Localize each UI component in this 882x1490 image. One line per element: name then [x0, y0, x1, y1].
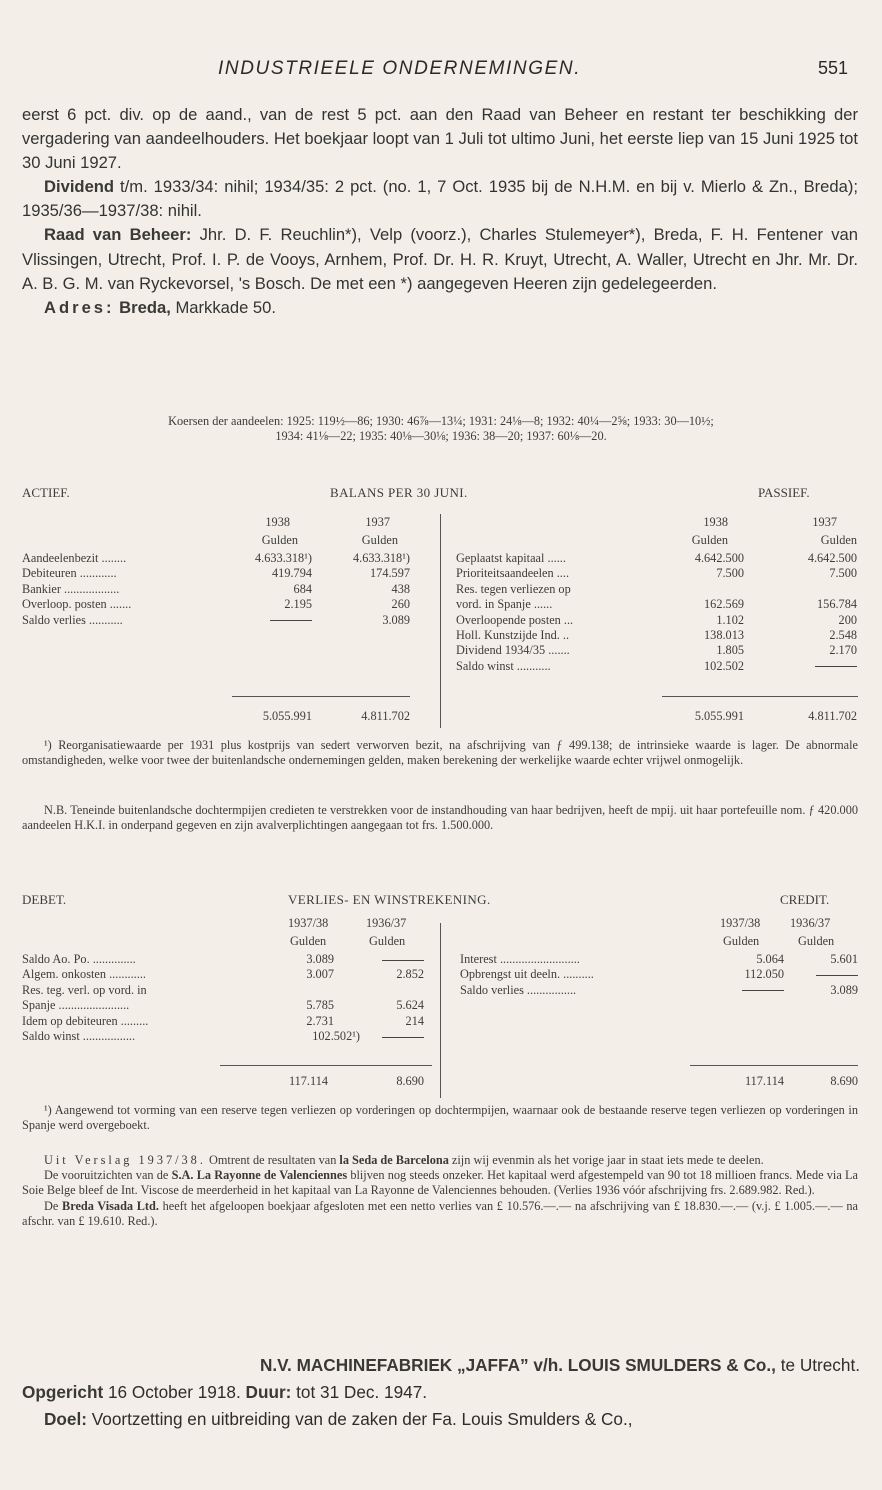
report-label: Uit Verslag 1937/38. — [44, 1153, 206, 1167]
balance-total-left-1938: 5.055.991 — [262, 709, 312, 723]
running-header — [0, 58, 882, 88]
balance-actief-title: ACTIEF. — [22, 485, 70, 500]
purpose-line: Doel: Voortzetting en uitbreiding van de zaken der Fa. Louis Smulders & Co., — [44, 1409, 633, 1429]
balance-right-total-rule — [662, 696, 858, 697]
debet-value-2: 2.852 — [396, 967, 424, 982]
statutes-paragraph: eerst 6 pct. div. op de aand., van de rest 5 pct. aan den Raad van Beheer en restant ter beschikking der vergadering van aandeelhouders. Het boekjaar loopt van 1 Juli tot ultimo Juni, het eerste liep van 15 Juni 1925 tot 30 Juni 1927. — [22, 105, 858, 173]
credit-value-1 — [700, 984, 784, 997]
credit-row-label: Opbrengst uit deeln. .......... — [460, 967, 594, 982]
pl-right-year-1: 1937/38 — [720, 916, 761, 930]
balance-total-left-1937: 4.811.702 — [361, 709, 410, 723]
nb-text: Teneinde buitenlandsche dochtermpijen credieten te verstrekken voor de instandhouding van haar bedrijven, heeft de mpij. uit haar portefeuille nom. ƒ 420.000 aandeelen H.K.I. in onderpand gegeven en zijn avalverplichtingen aangegaan tot frs. 1.500.000. — [22, 803, 858, 833]
firm-seda: la Seda de Barcelona — [339, 1153, 449, 1167]
balance-right-unit-2: Gulden — [820, 533, 857, 547]
debet-value-2: 5.624 — [396, 998, 424, 1013]
balance-passief-title: PASSIEF. — [758, 485, 810, 500]
pl-left-unit-2: Gulden — [369, 934, 406, 948]
balance-total-right-1937: 4.811.702 — [808, 709, 857, 723]
actief-value-1938 — [214, 614, 312, 627]
firm-rayonne: S.A. La Rayonne de Valenciennes — [171, 1168, 348, 1183]
credit-value-2: 3.089 — [830, 982, 858, 997]
nb-label: N.B. — [44, 803, 68, 817]
passief-row-label: Overloopende posten ... — [456, 612, 574, 627]
pl-total-left-2: 8.690 — [396, 1074, 424, 1088]
debet-value-2 — [346, 953, 424, 966]
address-paragraph — [22, 296, 858, 320]
address-city: Breda, — [114, 297, 171, 317]
nil-dash — [816, 975, 858, 976]
credit-row-label: Saldo verlies ................ — [460, 982, 577, 997]
balance-footnote: ¹) Reorganisatiewaarde per 1931 plus kostprijs van sedert verworven bezit, na afschrijving van ƒ 499.138; de intrinsieke waarde is lager. De abnormale omstandigheden, welke voor twee der buitenlandsche ondernemingen gelden, maken berekening der werkelijke waarde echter vrijwel onmogelijk. — [22, 738, 858, 768]
company-heading — [22, 1352, 860, 1379]
company-city: te Utrecht. — [775, 1355, 860, 1375]
actief-row-label: Saldo verlies ........... — [22, 612, 123, 627]
share-prices-line-1: Koersen der aandeelen: 1925: 119½—86; 1930: 46⅞—13¼; 1931: 24⅛—8; 1932: 40¼—2⅝; 1933: 30—10½; — [168, 414, 714, 428]
credit-value-1: 5.064 — [756, 952, 784, 966]
page-number: 551 — [818, 58, 849, 78]
actief-value-1937: 174.597 — [370, 566, 410, 581]
passief-value-1937: 200 — [838, 612, 857, 627]
purpose-label: Doel: — [44, 1409, 87, 1429]
actief-row-label: Debiteuren ............ — [22, 566, 117, 581]
credit-value-1: 112.050 — [744, 967, 784, 982]
actief-value-1937: 438 — [391, 581, 410, 596]
passief-value-1937: 2.170 — [829, 643, 857, 658]
pl-left-total-rule — [220, 1065, 432, 1066]
pl-title: VERLIES- EN WINSTREKENING. — [288, 892, 491, 907]
passief-value-1938: 138.013 — [704, 628, 744, 642]
debet-value-1: 3.089 — [306, 952, 334, 966]
passief-value-1938: 7.500 — [716, 566, 744, 581]
address-label: Adres: — [44, 297, 115, 317]
debet-row-label: Spanje ....................... — [22, 998, 130, 1013]
passief-value-1937: 7.500 — [829, 566, 857, 581]
pl-divider — [440, 923, 441, 1098]
credit-row-label: Interest .......................... — [460, 952, 580, 966]
balance-title: BALANS PER 30 JUNI. — [330, 485, 468, 500]
passief-value-1937: 156.784 — [817, 597, 857, 612]
passief-value-1938: 1.102 — [716, 612, 744, 627]
share-prices-line-2: 1934: 41⅛—22; 1935: 40⅛—30⅛; 1936: 38—20; 1937: 60⅛—20. — [275, 429, 607, 443]
founded-line: Opgericht 16 October 1918. Duur: tot 31 Dec. 1947. — [22, 1382, 428, 1402]
report-excerpt: Uit Verslag 1937/38. Omtrent de resultaten van la Seda de Barcelona zijn wij evenmin als het vorige jaar in staat iets mede te deelen. De vooruitzichten van de S.A. La Rayonne de Valenciennes blijven nog steeds onzeker. Het kapitaal werd afgestempeld van 90 tot 18 millioen francs. Mede via La Soie Belge bleef de Int. Viscose de meerderheid in het kapitaal van La Rayonne de Valenciennes behouden. (Verlies 1936 vóór afschrijving frs. 2.689.982. Red.). De Breda Visada Ltd. heeft het afgeloopen boekjaar afgesloten met een netto verlies van £ 10.576.—.— na afschrijving van £ 18.830.—.— (v.j. £ 1.005.—.— na afschr. van £ 19.610. Red.). — [22, 1153, 858, 1228]
pl-footnote: ¹) Aangewend tot vorming van een reserve tegen verliezen op vorderingen op dochtermpijen, waarnaar ook de bestaande reserve tegen verliezen op vorderingen in Spanje werd overgeboekt. — [22, 1103, 858, 1133]
passief-row-label: Prioriteitsaandeelen .... — [456, 566, 570, 581]
balance-right-year-1938: 1938 — [703, 515, 728, 529]
actief-row-label: Overloop. posten ....... — [22, 597, 132, 612]
balance-left-unit-2: Gulden — [361, 533, 398, 547]
dividend-paragraph — [22, 175, 858, 223]
passief-row-label: vord. in Spanje ...... — [456, 597, 553, 612]
credit-value-2: 5.601 — [830, 952, 858, 966]
actief-value-1937: 4.633.318¹) — [353, 551, 410, 565]
actief-value-1937: 3.089 — [382, 612, 410, 627]
board-paragraph — [22, 223, 858, 295]
passief-value-1938: 162.569 — [704, 597, 744, 612]
actief-value-1938: 4.633.318¹) — [255, 551, 312, 565]
debet-value-1: 5.785 — [306, 998, 334, 1013]
passief-value-1937: 4.642.500 — [807, 551, 857, 565]
balance-total-right-1938: 5.055.991 — [694, 709, 744, 723]
passief-row-label: Res. tegen verliezen op — [456, 581, 571, 596]
actief-value-1938: 2.195 — [284, 597, 312, 612]
passief-value-1938: 4.642.500 — [694, 551, 744, 565]
firm-breda-visada: Breda Visada Ltd. — [62, 1198, 159, 1213]
balance-left-unit-1: Gulden — [261, 533, 298, 547]
next-company-entry — [22, 1352, 860, 1433]
pl-left-unit-1: Gulden — [290, 934, 327, 948]
address-street: Markkade 50. — [170, 297, 276, 317]
pl-right-unit-2: Gulden — [798, 934, 835, 948]
debet-value-1: 102.502¹) — [312, 1029, 360, 1043]
pl-total-right-2: 8.690 — [830, 1074, 858, 1088]
debet-row-label: Saldo winst ................. — [22, 1029, 136, 1043]
company-details-text — [22, 103, 858, 320]
passief-value-1937 — [757, 660, 857, 673]
pl-total-left-1: 117.114 — [288, 1074, 328, 1088]
passief-row-label: Saldo winst ........... — [456, 658, 551, 673]
pl-credit-title: CREDIT. — [780, 892, 830, 907]
page-header-title: INDUSTRIEELE ONDERNEMINGEN. — [218, 58, 582, 79]
balance-right-unit-1: Gulden — [691, 533, 728, 547]
debet-row-label: Res. teg. verl. op vord. in — [22, 982, 147, 997]
actief-value-1937: 260 — [391, 597, 410, 612]
balance-divider — [440, 514, 441, 728]
profit-loss-account — [0, 893, 882, 1093]
debet-value-2 — [346, 1030, 424, 1043]
pl-left-year-1: 1937/38 — [288, 916, 329, 930]
debet-row-label: Saldo Ao. Po. .............. — [22, 952, 136, 966]
dividend-label: Dividend — [44, 177, 115, 197]
nb-note — [22, 803, 858, 833]
board-label: Raad van Beheer: — [44, 225, 192, 245]
pl-right-year-2: 1936/37 — [790, 916, 831, 930]
nil-dash — [382, 1037, 424, 1038]
nil-dash — [270, 620, 312, 621]
company-name: N.V. MACHINEFABRIEK „JAFFA” v/h. LOUIS SMULDERS & Co., — [259, 1355, 776, 1375]
passief-value-1938: 1.805 — [716, 643, 744, 658]
debet-row-label: Idem op debiteuren ......... — [22, 1013, 149, 1028]
balance-right-year-1937: 1937 — [812, 515, 837, 529]
balance-sheet — [0, 486, 882, 736]
nil-dash — [382, 960, 424, 961]
debet-value-1: 2.731 — [306, 1013, 334, 1028]
pl-right-unit-1: Gulden — [723, 934, 760, 948]
passief-row-label: Holl. Kunstzijde Ind. .. — [456, 628, 570, 642]
actief-row-label: Bankier .................. — [22, 581, 120, 596]
share-prices — [22, 414, 860, 444]
dividend-text: t/m. 1933/34: nihil; 1934/35: 2 pct. (no. 1, 7 Oct. 1935 bij de N.H.M. en bij v. Mierlo & Zn., Breda); 1935/36—1937/38: nihil. — [22, 177, 858, 221]
pl-right-total-rule — [690, 1065, 858, 1066]
pl-total-right-1: 117.114 — [744, 1074, 784, 1088]
balance-left-year-1938: 1938 — [265, 515, 290, 529]
actief-value-1938: 419.794 — [272, 566, 312, 581]
passief-value-1938: 102.502 — [704, 658, 744, 673]
pl-debet-title: DEBET. — [22, 892, 67, 907]
duration-label: Duur: — [240, 1382, 292, 1402]
pl-left-year-2: 1936/37 — [366, 916, 407, 930]
balance-left-total-rule — [232, 696, 410, 697]
debet-value-2: 214 — [405, 1013, 424, 1028]
credit-value-2 — [776, 968, 858, 981]
balance-left-year-1937: 1937 — [365, 515, 390, 529]
debet-value-1: 3.007 — [306, 967, 334, 982]
passief-row-label: Dividend 1934/35 ....... — [456, 643, 570, 658]
debet-row-label: Algem. onkosten ............ — [22, 967, 146, 982]
nil-dash — [815, 666, 857, 667]
board-text: Jhr. D. F. Reuchlin*), Velp (voorz.), Charles Stulemeyer*), Breda, F. H. Fentener van Vlissingen, Utrecht, Prof. I. P. de Vooys, Arnhem, Prof. Dr. H. R. Kruyt, Utrecht, A. Waller, Utrecht en Jhr. Mr. Dr. A. B. G. M. van Ryckevorsel, 's Bosch. De met een *) aangegeven Heeren zijn gedelegeerden. — [22, 225, 858, 293]
passief-value-1937: 2.548 — [829, 628, 857, 642]
founded-label: Opgericht — [22, 1382, 104, 1402]
passief-row-label: Geplaatst kapitaal ...... — [456, 551, 566, 565]
actief-value-1938: 684 — [293, 581, 312, 596]
actief-row-label: Aandeelenbezit ........ — [22, 551, 127, 565]
